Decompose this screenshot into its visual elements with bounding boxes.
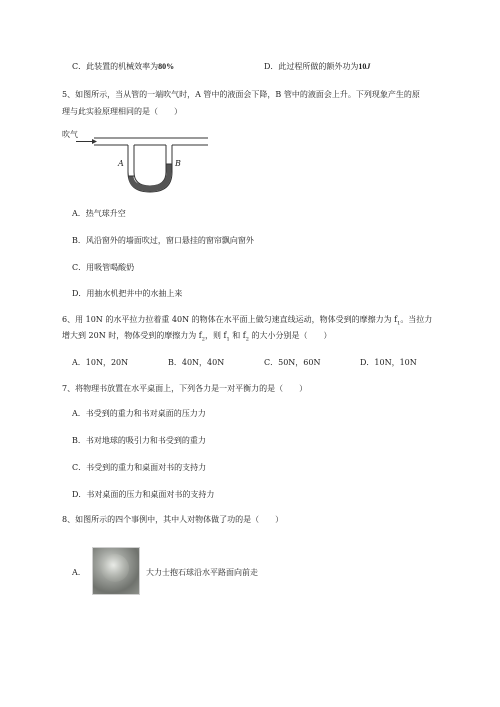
label-b: B [175,159,181,168]
blow-arrow-head-icon [92,139,97,144]
q6-f1-sub-2: 1 [226,336,230,343]
q8-stem: 8、如图所示的四个事例中，其中人对物体做了功的是（ ） [62,515,284,524]
q6-line2-text: 增大到 20N 时，物体受到的摩擦力为 f [62,331,202,340]
q5-figure [62,128,212,198]
u-tube-diagram [62,128,212,198]
q6-line1-end: 。当拉力 [400,315,433,324]
q6-option-b: B．40N，40N [168,358,225,367]
q6-option-a: A．10N，20N [72,358,129,367]
q6-f2-sub-2: 2 [245,336,249,343]
q6-f1-sub: 1 [397,320,401,327]
q8-option-a-caption: 大力士抱石球沿水平路面向前走 [146,568,258,577]
blow-label: 吹气 [62,130,78,139]
stone-ball-photo [92,547,140,595]
q6-f2-sub: 2 [201,336,205,343]
q6-line2-mid: ，则 f [204,331,227,340]
q6-line1-text: 6、用 10N 的水平拉力拉着重 40N 的物体在水平面上做匀速直线运动，物体受到的摩擦力为 f [62,315,398,324]
q7-option-b: B．书对地球的吸引力和书受到的重力 [72,436,206,445]
q6-stem-line1 [62,314,432,330]
q6-line2-end: 的大小分别是（ ） [248,331,332,340]
option-d-text: D．此过程所做的额外功为 [264,62,359,71]
q7-stem: 7、将物理书放置在水平桌面上，下列各力是一对平衡力的是（ ） [62,384,308,393]
q6-option-c: C．50N，60N [264,358,321,367]
q6-stem-line2 [62,330,331,346]
q6-line2-and: 和 f [229,331,246,340]
option-d-extra-work [264,61,370,73]
q5-option-a: A．热气球升空 [72,209,126,218]
q5-option-c: C．用吸管喝酸奶 [72,263,135,272]
u-tube-inner [134,145,166,186]
option-c-efficiency [72,61,174,73]
option-c-text: C．此装置的机械效率为 [72,62,159,71]
q8-option-a-letter: A. [72,568,81,577]
q7-option-a: A．书受到的重力和书对桌面的压力力 [72,409,206,418]
option-d-value: 10 [358,62,367,71]
q7-option-c: C．书受到的重力和桌面对书的支持力 [72,463,207,472]
q7-option-d: D．书对桌面的压力和桌面对书的支持力 [72,490,215,499]
q5-stem-line1: 5、如图所示，当从管的一端吹气时，A 管中的液面会下降，B 管中的液面会上升。下列现象产生的原 [62,90,420,99]
q6-option-d: D．10N，10N [360,358,417,367]
label-a: A [118,159,124,168]
q5-option-b: B．风沿窗外的墙面吹过，窗口悬挂的窗帘飘向窗外 [72,236,254,245]
q5-stem-line2: 理与此实验原理相同的是（ ） [62,107,182,116]
option-c-value: 80% [158,62,175,71]
q5-option-d: D．用抽水机把井中的水抽上来 [72,289,183,298]
option-d-unit: J [366,62,371,71]
